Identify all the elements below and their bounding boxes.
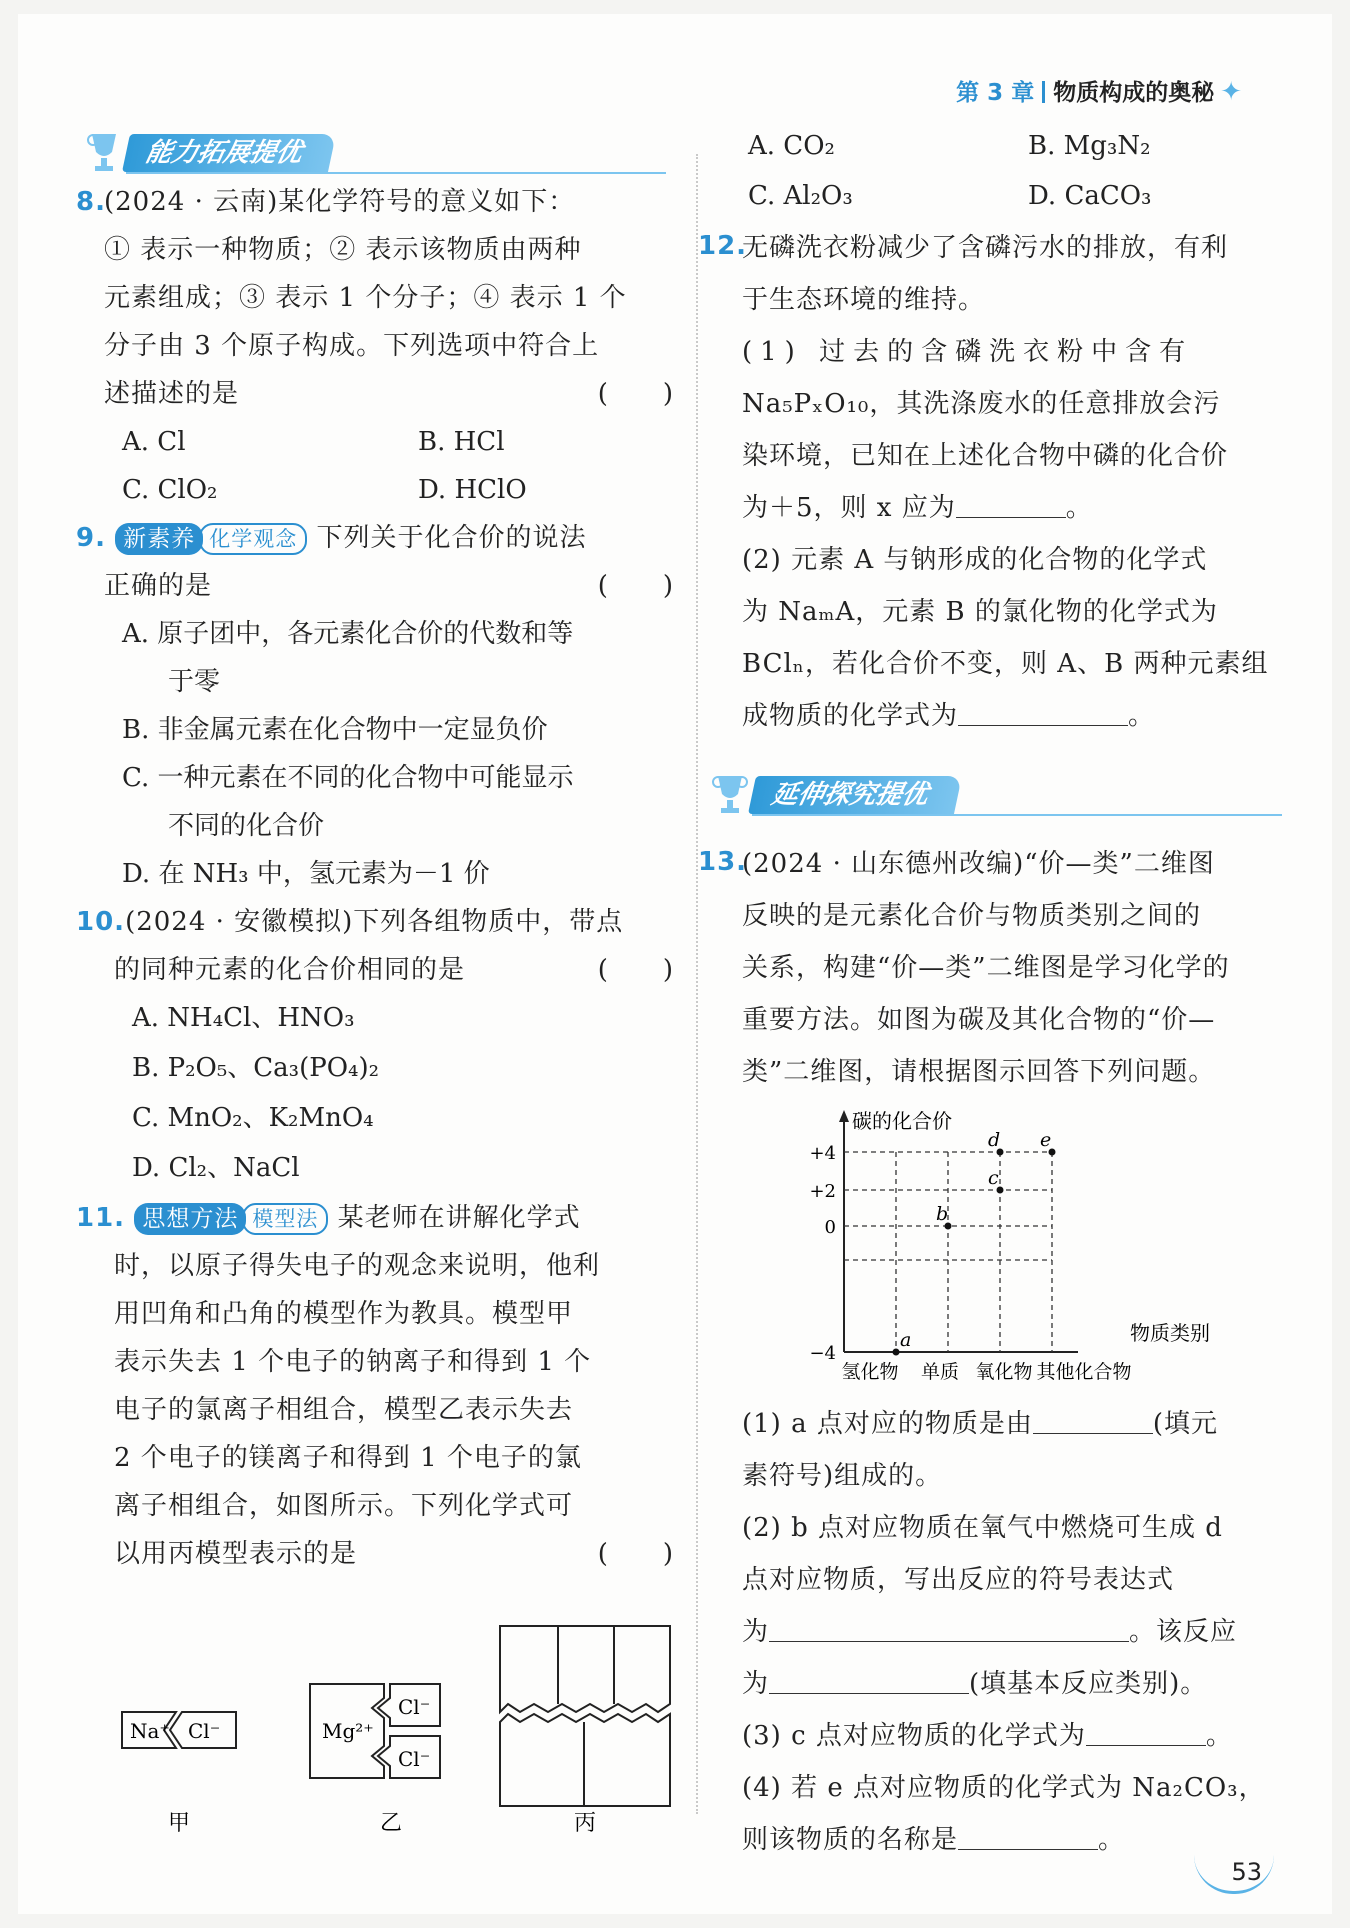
q10-num: 10. — [76, 907, 126, 937]
q10-option-c: C. MnO₂、K₂MnO₄ — [132, 1103, 374, 1133]
model-jia — [122, 1712, 236, 1836]
q12-line: (2) 元素 A 与钠形成的化合物的化学式 — [742, 545, 1208, 575]
q10-line: 的同种元素的化合价相同的是 — [114, 955, 466, 985]
q13-line: (2) b 点对应物质在氧气中燃烧可生成 d — [742, 1513, 1223, 1543]
literacy-badge: 新素养 — [115, 523, 203, 555]
y-tick-label: −4 — [809, 1343, 836, 1364]
valence-class-chart — [778, 1104, 1258, 1384]
x-axis-label: 物质类别 — [1130, 1321, 1210, 1345]
answer-blank[interactable] — [769, 1611, 1129, 1642]
q13-line: 重要方法。如图为碳及其化合物的“价— — [742, 1005, 1216, 1035]
ion-model-figure — [118, 1622, 678, 1852]
na-ion-label: Na⁺ — [130, 1719, 170, 1743]
running-header — [956, 74, 1242, 107]
q10-stem2 — [114, 946, 674, 994]
q9-option-a: A. 原子团中，各元素化合价的代数和等 — [122, 619, 574, 649]
page — [18, 14, 1332, 1914]
q11-line: 某老师在讲解化学式 — [337, 1203, 581, 1233]
label-yi: 乙 — [380, 1811, 403, 1836]
q9-line: 正确的是 — [104, 571, 213, 601]
answer-blank[interactable] — [1086, 1715, 1206, 1746]
data-point-a — [893, 1349, 900, 1356]
q13-line: 关系，构建“价—类”二维图是学习化学的 — [742, 953, 1230, 983]
q11-line: 时，以原子得失电子的观念来说明，他利 — [114, 1251, 601, 1281]
x-category-label: 氧化物 — [975, 1361, 1033, 1383]
x-category-label: 单质 — [920, 1361, 960, 1383]
q9-option-d: D. 在 NH₃ 中，氢元素为－1 价 — [122, 859, 490, 889]
q9-option-c-cont: 不同的化合价 — [168, 811, 325, 841]
q9-line: 下列关于化合价的说法 — [316, 523, 587, 553]
q13-line: (1) a 点对应的物质是由 — [742, 1409, 1033, 1439]
q12-line: 为 NaₘA，元素 B 的氯化物的化学式为 — [742, 597, 1218, 627]
banner-line — [752, 814, 1282, 816]
q9-option-b: B. 非金属元素在化合物中一定显负价 — [122, 715, 548, 745]
q12-line: (1) 过去的含磷洗衣粉中含有 — [742, 337, 1194, 367]
q13-line: 为 — [742, 1669, 770, 1699]
y-tick-label: +4 — [809, 1143, 836, 1164]
data-point-label: b — [936, 1203, 949, 1225]
q13-line: 。 — [1205, 1721, 1233, 1751]
q8-number — [76, 178, 106, 226]
q13-line: (填元 — [1152, 1409, 1219, 1439]
data-point-label: c — [988, 1167, 999, 1189]
answer-paren: ( ) — [597, 379, 674, 409]
q13-line: 。 — [1098, 1825, 1126, 1855]
q12-number — [698, 222, 747, 270]
q13-number — [698, 838, 747, 886]
section-title-right: 延伸探究提优 — [748, 776, 962, 814]
q11-line: 2 个电子的镁离子和得到 1 个电子的氯 — [114, 1443, 582, 1473]
q8-line: 元素组成；③ 表示 1 个分子；④ 表示 1 个 — [104, 283, 627, 313]
q8-line: ① 表示一种物质；② 表示该物质由两种 — [104, 235, 582, 265]
section-title-left: 能力拓展提优 — [122, 134, 336, 172]
answer-blank[interactable] — [958, 1819, 1098, 1850]
q11-line: 电子的氯离子相组合，模型乙表示失去 — [114, 1395, 574, 1425]
banner-line — [126, 172, 666, 174]
cl-ion-label: Cl⁻ — [398, 1747, 431, 1771]
q13-line: 素符号)组成的。 — [742, 1461, 943, 1491]
trophy-icon — [86, 130, 122, 174]
x-category-label: 其他化合物 — [1036, 1361, 1132, 1383]
q8-num: 8. — [76, 187, 106, 217]
q13-line: 反映的是元素化合价与物质类别之间的 — [742, 901, 1202, 931]
trophy-icon — [712, 772, 748, 816]
q8-option-d: D. HClO — [418, 475, 527, 505]
method-badge-sub: 模型法 — [242, 1203, 328, 1235]
q10-option-b: B. P₂O₅、Ca₃(PO₄)₂ — [132, 1053, 380, 1083]
q11-body — [114, 1242, 674, 1578]
y-tick-label: 0 — [824, 1217, 836, 1238]
q12-line: 无磷洗衣粉减少了含磷污水的排放，有利 — [742, 233, 1229, 263]
answer-blank[interactable] — [958, 695, 1128, 726]
mg-ion-label: Mg²⁺ — [322, 1719, 374, 1743]
answer-paren: ( ) — [597, 1539, 674, 1569]
label-bing: 丙 — [574, 1811, 597, 1836]
chapter-label: 第 3 章 — [956, 80, 1035, 106]
q11-option-c: C. Al₂O₃ — [748, 181, 853, 211]
data-point-label: a — [900, 1329, 912, 1351]
q8-option-c: C. ClO₂ — [122, 475, 218, 505]
q11-line: 用凹角和凸角的模型作为教具。模型甲 — [114, 1299, 574, 1329]
q9-option-c: C. 一种元素在不同的化合物中可能显示 — [122, 763, 574, 793]
data-point-label: d — [988, 1129, 1001, 1151]
q9-stem — [76, 514, 676, 562]
q11-option-b: B. Mg₃N₂ — [1028, 131, 1151, 161]
q13-line: 为 — [742, 1617, 770, 1647]
answer-blank[interactable] — [1033, 1403, 1153, 1434]
model-yi — [310, 1684, 440, 1836]
x-category-label: 氢化物 — [841, 1361, 899, 1383]
q8-option-b: B. HCl — [418, 427, 505, 457]
y-axis-label: 碳的化合价 — [852, 1109, 952, 1133]
q13-num: 13. — [698, 847, 748, 877]
q12-line: Na₅PₓO₁₀，其洗涤废水的任意排放会污 — [742, 389, 1221, 419]
section-banner-right — [712, 770, 1282, 820]
q9-option-a-cont: 于零 — [168, 667, 221, 697]
page-number: 53 — [1231, 1858, 1262, 1886]
y-tick-label: +2 — [809, 1181, 836, 1202]
q11-option-d: D. CaCO₃ — [1028, 181, 1152, 211]
answer-paren: ( ) — [597, 955, 674, 985]
q10-stem — [76, 898, 676, 946]
answer-paren: ( ) — [597, 571, 674, 601]
q8-line: (2024 · 云南)某化学符号的意义如下： — [104, 187, 576, 217]
column-divider — [696, 154, 698, 1814]
q11-line: 离子相组合，如图所示。下列化学式可 — [114, 1491, 574, 1521]
q13-line: (填基本反应类别)。 — [969, 1669, 1208, 1699]
q13-line: (4) 若 e 点对应物质的化学式为 Na₂CO₃， — [742, 1773, 1266, 1803]
q13-line: 类”二维图，请根据图示回答下列问题。 — [742, 1057, 1216, 1087]
q8-line: 分子由 3 个原子构成。下列选项中符合上 — [104, 331, 600, 361]
q12-line: BClₙ，若化合价不变，则 A、B 两种元素组 — [742, 649, 1269, 679]
q13-line: (2024 · 山东德州改编)“价—类”二维图 — [742, 849, 1215, 879]
section-banner-left — [86, 128, 666, 178]
q12-line: 为＋5，则 x 应为 — [742, 493, 956, 523]
q11-option-a: A. CO₂ — [748, 131, 835, 161]
q13-line: 则该物质的名称是 — [742, 1825, 959, 1855]
literacy-badge-sub: 化学观念 — [199, 523, 307, 555]
sparkle-icon: ✦ — [1220, 77, 1242, 107]
answer-blank[interactable] — [769, 1663, 969, 1694]
q9-stem2 — [104, 562, 674, 610]
q9-num: 9. — [76, 523, 106, 553]
q12-line: 染环境，已知在上述化合物中磷的化合价 — [742, 441, 1229, 471]
answer-blank[interactable] — [956, 487, 1066, 518]
q10-option-d: D. Cl₂、NaCl — [132, 1153, 300, 1183]
cl-ion-label: Cl⁻ — [398, 1695, 431, 1719]
q8-option-a: A. Cl — [122, 427, 186, 457]
data-point-label: e — [1040, 1129, 1052, 1151]
q11-line: 以用丙模型表示的是 — [114, 1539, 358, 1569]
q13-line: 。该反应 — [1129, 1617, 1238, 1647]
q13-line: 点对应物质，写出反应的符号表达式 — [742, 1565, 1175, 1595]
header-divider — [1042, 81, 1045, 103]
q12-body: 无磷洗衣粉减少了含磷污水的排放，有利 于生态环境的维持。 (1) 过去的含磷洗衣粉中含有 Na₅PₓO₁₀，其洗涤废水的任意排放会污 染环境，已知在上述化合物中磷的化合价 为＋5，则 x 应为 。 (2) 元素 A 与钠形成的化合物的化学式 为 NaₘA，元素 B 的氯化物的化学式为 BClₙ，若化合价不变，则 A、B 两种元素组 成物质的化学式为 。 — [742, 222, 1282, 742]
q12-line: 成物质的化学式为 — [742, 701, 959, 731]
chapter-title: 物质构成的奥秘 — [1053, 80, 1215, 106]
label-jia: 甲 — [168, 1811, 191, 1836]
q11-num: 11. — [76, 1203, 126, 1233]
q11-line: 表示失去 1 个电子的钠离子和得到 1 个 — [114, 1347, 592, 1377]
q10-option-a: A. NH₄Cl、HNO₃ — [132, 1003, 355, 1033]
q8-line: 述描述的是 — [104, 379, 240, 409]
q8-stem — [104, 178, 674, 418]
q12-line: 于生态环境的维持。 — [742, 285, 986, 315]
model-bing — [500, 1626, 670, 1836]
cl-ion-label: Cl⁻ — [188, 1719, 221, 1743]
q10-line: (2024 · 安徽模拟)下列各组物质中，带点 — [125, 907, 624, 937]
q13-questions — [742, 1398, 1282, 1866]
y-axis-arrow — [839, 1110, 849, 1122]
q13-line: (3) c 点对应物质的化学式为 — [742, 1721, 1086, 1751]
q13-stem — [742, 838, 1282, 1098]
q11-stem — [76, 1194, 676, 1242]
q12-num: 12. — [698, 231, 748, 261]
method-badge: 思想方法 — [134, 1203, 246, 1235]
